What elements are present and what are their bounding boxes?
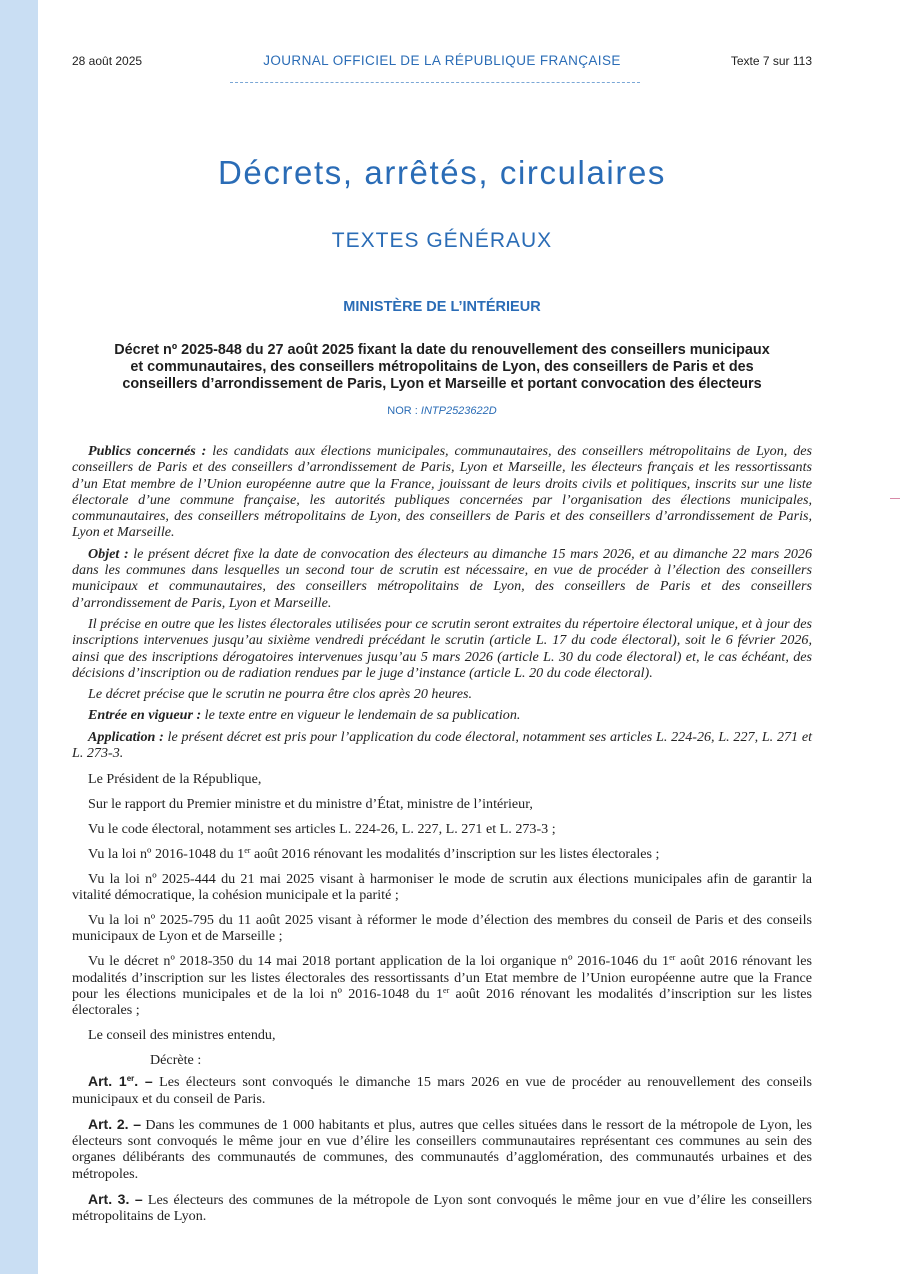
ordinal-sup: er xyxy=(669,953,676,963)
section-title: Décrets, arrêtés, circulaires xyxy=(217,154,666,191)
article-dash: . – xyxy=(134,1073,153,1090)
article-number: Art. 2. – xyxy=(88,1115,141,1132)
notice-paragraph xyxy=(72,729,812,762)
notice-label: Entrée en vigueur : xyxy=(88,707,202,724)
article-text: Les électeurs sont convoqués le dimanche 15 mars 2026 en vue de procéder au renouvellement des conseils municipaux et du conseil de Paris. xyxy=(72,1074,812,1107)
notice-paragraph xyxy=(72,546,812,611)
notice-text: le présent décret est pris pour l’application du code électoral, notamment ses articles L. 224-26, L. 227, L. 271 et L. 273-3. xyxy=(72,728,812,762)
decree-title xyxy=(72,342,812,393)
preamble-vu xyxy=(72,846,812,862)
section-subtitle: TEXTES GÉNÉRAUX xyxy=(331,229,553,252)
preamble-vu: Vu le code électoral, notamment ses articles L. 224-26, L. 227, L. 271 et L. 273-3 ; xyxy=(88,821,556,838)
notice-paragraph xyxy=(72,616,812,681)
preamble-conseil: Le conseil des ministres entendu, xyxy=(88,1027,276,1044)
header-divider xyxy=(230,82,640,83)
ministry-heading: MINISTÈRE DE L’INTÉRIEUR xyxy=(343,299,541,315)
article-label xyxy=(88,1191,143,1207)
article-text: Les électeurs des communes de la métropole de Lyon sont convoqués le même jour en vue d’élire les conseillers métropolitains de Lyon. xyxy=(72,1192,812,1225)
publication-date: 28 août 2025 xyxy=(72,54,143,68)
article xyxy=(72,1073,812,1107)
notice-paragraph xyxy=(72,686,812,702)
vu-text: Vu la loi nº 2016-1048 du 1 xyxy=(88,846,245,863)
ordinal-sup: er xyxy=(443,985,450,995)
notice-text: les candidats aux élections municipales, communautaires, des conseillers métropolitains de Lyon, des conseillers de Paris et des conseillers d’arrondissement de Paris, Lyon et Marseille, les électeurs français et les ressortissants d’un Etat membre de l’Union européenne autre que la France, jouissant de leurs droits civils et politiques, inscrits sur une liste électorale d’une commune française, les autorités publiques concernées par l’organisation des élections municipales, communautaires, des conseillers métropolitains de Lyon, des conseillers de Paris et des conseillers d’arrondissement de Paris, Lyon et Marseille. xyxy=(72,443,813,541)
document-page xyxy=(72,0,812,1274)
notice-text: Il précise en outre que les listes électorales utilisées pour ce scrutin seront extraites du répertoire électoral unique, et à jour des inscriptions intervenues jusqu’au sixième vendredi précédant le scrutin (article L. 17 du code électoral), soit le 6 février 2026, ainsi que des inscriptions dérogatoires intervenues jusqu’au 5 mars 2026 (article L. 30 du code électoral) et, le cas échéant, des décisions d’inscription ou de radiation rendues par le juge d’instance (article L. 20 du code électoral). xyxy=(72,615,812,681)
preamble-vu: Vu la loi nº 2025-444 du 21 mai 2025 visant à harmoniser le mode de scrutin aux élections municipales afin de garantir la vitalité démocratique, la cohésion municipale et la parité ; xyxy=(72,870,812,904)
notice-text: le texte entre en vigueur le lendemain de sa publication. xyxy=(201,707,521,724)
vu-text: août 2016 rénovant les modalités d’inscription sur les listes électorales ; xyxy=(250,846,660,863)
preamble-vu: Vu la loi nº 2025-795 du 11 août 2025 visant à réformer le mode d’élection des membres du conseil de Paris et des conseils municipaux de Lyon et de Marseille ; xyxy=(72,912,812,945)
article-number: Art. 1 xyxy=(88,1073,127,1090)
article-label xyxy=(88,1073,153,1089)
vu-text: Vu le décret nº 2018-350 du 14 mai 2018 portant application de la loi organique nº 2016-1046 du 1 xyxy=(88,953,670,970)
article xyxy=(72,1116,812,1182)
notice-paragraph xyxy=(72,443,812,541)
journal-name: JOURNAL OFFICIEL DE LA RÉPUBLIQUE FRANÇAISE xyxy=(263,53,621,68)
article-label xyxy=(88,1116,141,1132)
article-number: Art. 3. – xyxy=(88,1191,143,1208)
vu-text: août 2016 rénovant les modalités d’inscription sur les listes électorales ; xyxy=(72,985,812,1019)
decree-title-line: et communautaires, des conseillers métropolitains de Lyon, des conseillers de Paris et des xyxy=(130,359,754,375)
ordinal-sup: er xyxy=(126,1074,135,1084)
notice-text: Le décret précise que le scrutin ne pourra être clos après 20 heures. xyxy=(88,686,472,703)
right-margin-mark xyxy=(890,498,900,499)
text-reference: Texte 7 sur 113 xyxy=(730,54,812,68)
notice-label: Publics concernés : xyxy=(88,443,207,459)
vu-text: août 2016 rénovant les modalités d’inscription sur les listes électorales des ressortissants d’un Etat membre de l’Union européenne autre que la France pour les élections municipales et de la loi nº 2016-1048 du 1 xyxy=(72,953,812,1002)
notice-paragraph xyxy=(72,707,812,723)
preamble xyxy=(72,771,812,1043)
notice-text: le présent décret fixe la date de convocation des électeurs au dimanche 15 mars 2026, et au dimanche 22 mars 2026 dans les communes dans lesquelles un second tour de scrutin est nécessaire, en vue de procéder à l’élection des conseillers municipaux et communautaires, des conseillers métropolitains de Lyon, des conseillers de Paris et des conseillers d’arrondissement de Paris, Lyon et Marseille. xyxy=(72,545,813,611)
preamble-vu xyxy=(72,953,812,1018)
decree-title-line: Décret nº 2025-848 du 27 août 2025 fixant la date du renouvellement des conseillers municipaux xyxy=(114,342,770,358)
document-body xyxy=(72,443,812,1234)
notice-label: Objet : xyxy=(88,545,129,562)
page-header xyxy=(72,54,812,70)
nor-value: INTP2523622D xyxy=(420,405,497,417)
nor-label: NOR : xyxy=(387,405,418,417)
article-text: Dans les communes de 1 000 habitants et plus, autres que celles situées dans le ressort de la métropole de Lyon, les électeurs sont convoqués le même jour en vue d’élire les conseillers communautaires représentant ces communes au sein des organes délibérants des communautés de communes, des communautés d’agglomération, des communautés urbaines et des métropoles. xyxy=(72,1116,812,1182)
preamble-rapport: Sur le rapport du Premier ministre et du ministre d’État, ministre de l’intérieur, xyxy=(88,796,533,813)
left-margin-bar xyxy=(0,0,38,1274)
article xyxy=(72,1191,812,1225)
decrete-heading: Décrète : xyxy=(150,1051,202,1068)
nor-reference xyxy=(72,405,812,417)
decree-title-line: conseillers d’arrondissement de Paris, Lyon et Marseille et portant convocation des électeurs xyxy=(122,376,762,392)
preamble-president: Le Président de la République, xyxy=(88,771,262,788)
ordinal-sup: er xyxy=(244,846,251,856)
notice-label: Application : xyxy=(88,728,164,745)
notice-block xyxy=(72,443,812,761)
